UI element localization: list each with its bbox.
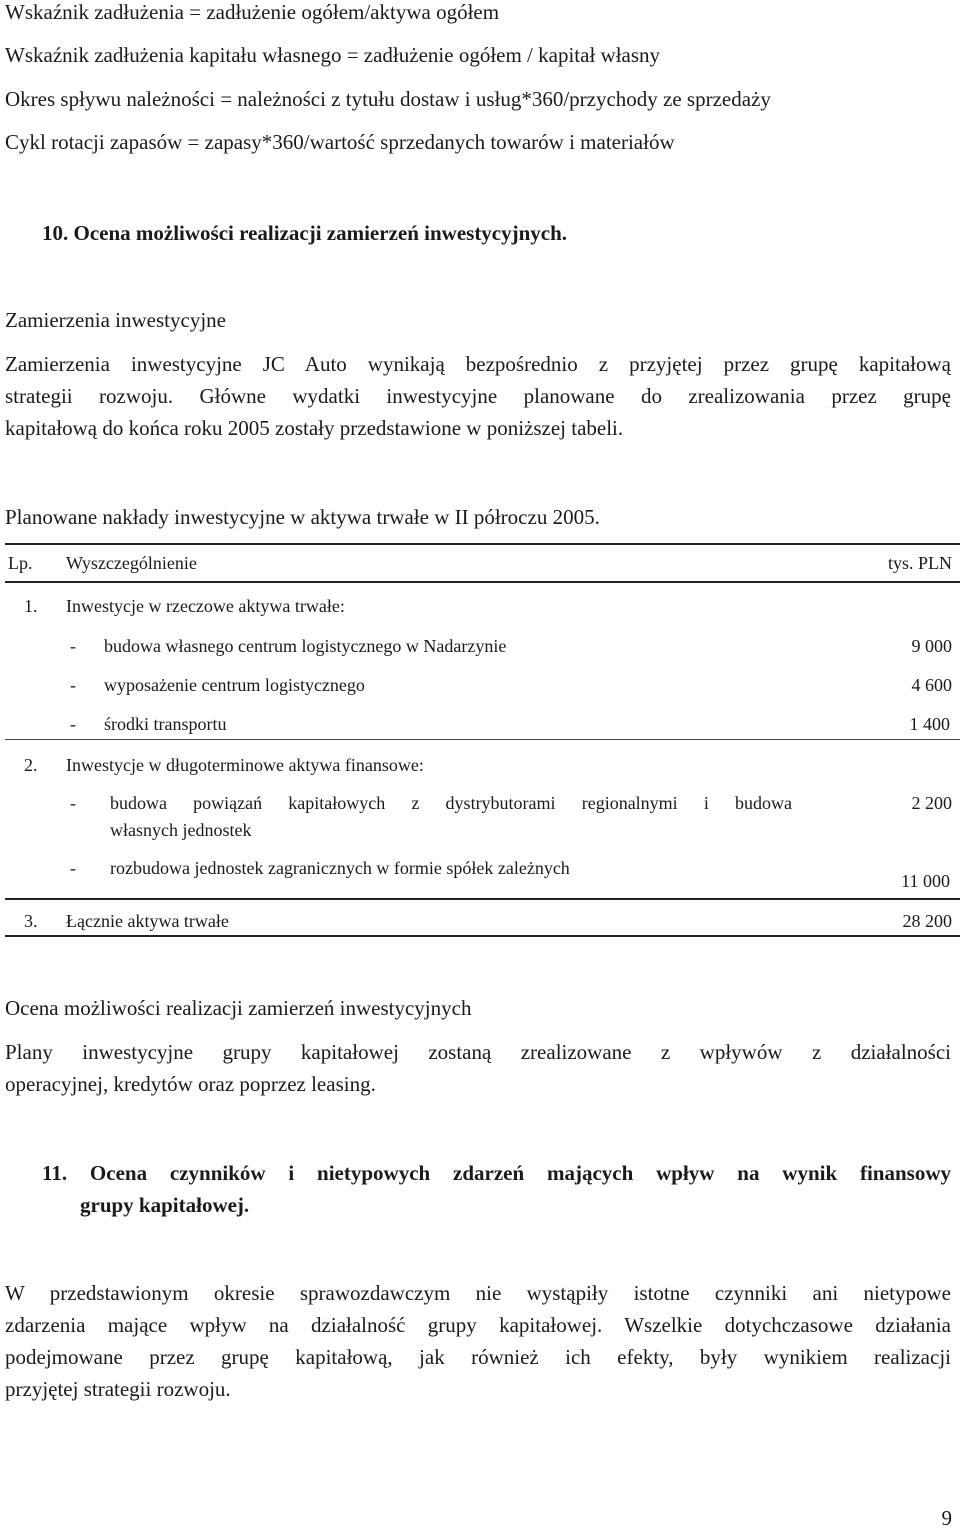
- table-item-value: 11 000: [901, 871, 950, 891]
- section-11-paragraph-line: W przedstawionym okresie sprawozdawczym nie wystąpiły istotne czynniki ani nietypowe: [5, 1281, 951, 1305]
- section-10-paragraph-line: kapitałową do końca roku 2005 zostały przedstawione w poniższej tabeli.: [5, 416, 624, 440]
- section-10-heading: 10. Ocena możliwości realizacji zamierzeń inwestycyjnych.: [42, 221, 568, 245]
- table-item-dash: -: [70, 636, 76, 656]
- table-item-value: 4 600: [911, 675, 952, 695]
- table-item-label: budowa własnego centrum logistycznego w Nadarzynie: [104, 636, 507, 656]
- table-item-label-continued: własnych jednostek: [110, 820, 252, 840]
- table-group-title: Inwestycje w rzeczowe aktywa trwałe:: [66, 596, 345, 616]
- table-header-value: tys. PLN: [887, 553, 952, 573]
- table-item-dash: -: [70, 858, 76, 878]
- table-top-rule: [5, 543, 960, 545]
- assessment-line: Plany inwestycyjne grupy kapitałowej zostaną zrealizowane z wpływów z działalności: [5, 1040, 951, 1064]
- formula-inventory-cycle: Cykl rotacji zapasów = zapasy*360/wartość sprzedanych towarów i materiałów: [5, 130, 675, 154]
- table-caption: Planowane nakłady inwestycyjne w aktywa trwałe w II półroczu 2005.: [5, 505, 600, 529]
- table-group-title: Inwestycje w długoterminowe aktywa finansowe:: [66, 755, 424, 775]
- section-10-paragraph-line: strategii rozwoju. Główne wydatki inwestycyjne planowane do zrealizowania przez grupę: [5, 384, 951, 408]
- table-total-value: 28 200: [902, 911, 952, 931]
- section-10-subheading: Zamierzenia inwestycyjne: [5, 308, 226, 332]
- table-item-dash: -: [70, 793, 76, 813]
- table-group-rule: [5, 739, 960, 740]
- table-item-label: wyposażenie centrum logistycznego: [104, 675, 365, 695]
- table-item-value: 1 400: [909, 714, 950, 734]
- section-11-paragraph-line: przyjętej strategii rozwoju.: [5, 1377, 231, 1401]
- assessment-line: operacyjnej, kredytów oraz poprzez leasing.: [5, 1072, 376, 1096]
- table-item-label: budowa powiązań kapitałowych z dystrybutorami regionalnymi i budowa: [110, 793, 792, 813]
- formula-equity-debt-ratio: Wskaźnik zadłużenia kapitału własnego = zadłużenie ogółem / kapitał własny: [5, 43, 661, 67]
- table-item-label: środki transportu: [104, 714, 227, 734]
- table-item-dash: -: [70, 675, 76, 695]
- table-total-label: Łącznie aktywa trwałe: [66, 911, 229, 931]
- table-total-lp: 3.: [24, 911, 38, 931]
- table-item-value: 2 200: [911, 793, 952, 813]
- page-number: 9: [941, 1506, 952, 1530]
- section-10-paragraph-line: Zamierzenia inwestycyjne JC Auto wynikają bezpośrednio z przyjętej przez grupę kapitałową: [5, 352, 951, 376]
- table-item-dash: -: [70, 714, 76, 734]
- table-item-value: 9 000: [911, 636, 952, 656]
- table-header-lp: Lp.: [8, 553, 33, 573]
- section-11-paragraph-line: zdarzenia mające wpływ na działalność grupy kapitałowej. Wszelkie dotychczasowe działania: [5, 1313, 951, 1337]
- assessment-heading: Ocena możliwości realizacji zamierzeń inwestycyjnych: [5, 996, 472, 1020]
- section-11-paragraph-line: podejmowane przez grupę kapitałową, jak również ich efekty, były wynikiem realizacji: [5, 1345, 951, 1369]
- formula-receivables-period: Okres spływu należności = należności z tytułu dostaw i usług*360/przychody ze sprzedaży: [5, 87, 771, 111]
- table-group-rule: [5, 898, 960, 900]
- table-bottom-rule: [5, 935, 960, 937]
- table-header-description: Wyszczególnienie: [66, 553, 197, 573]
- table-row-lp: 2.: [24, 755, 38, 775]
- formula-debt-ratio: Wskaźnik zadłużenia = zadłużenie ogółem/aktywa ogółem: [5, 0, 500, 24]
- table-header-rule: [5, 581, 960, 583]
- section-11-heading: 11. Ocena czynników i nietypowych zdarzeń mających wpływ na wynik finansowy: [42, 1161, 951, 1185]
- table-item-label: rozbudowa jednostek zagranicznych w formie spółek zależnych: [110, 858, 570, 878]
- section-11-heading-continued: grupy kapitałowej.: [80, 1193, 250, 1217]
- table-row-lp: 1.: [24, 596, 38, 616]
